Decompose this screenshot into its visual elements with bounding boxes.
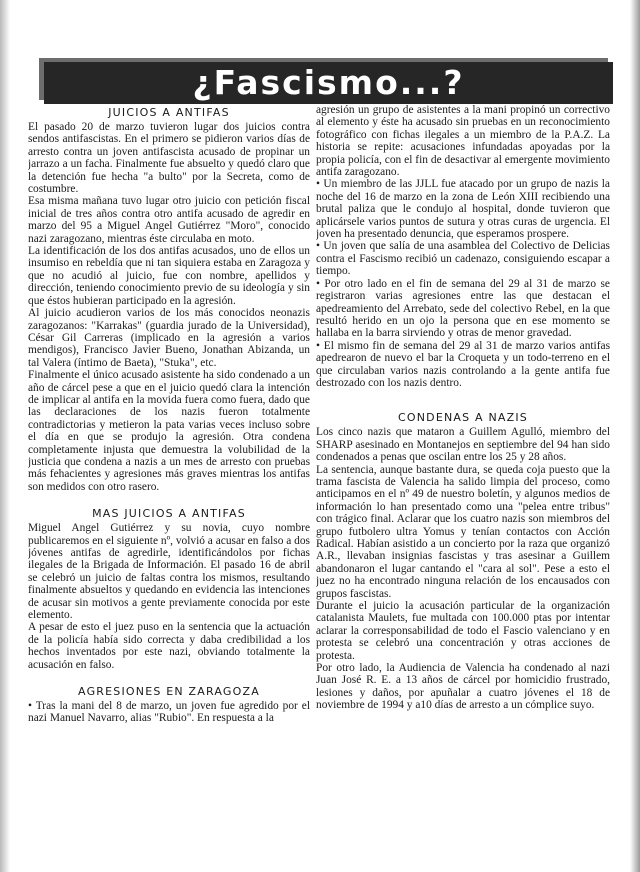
paragraph: Finalmente el único acusado asistente ha sido condenado a un año de cárcel pese a que en el juicio quedó clara la intención de implicar al antifa en la movida fuera como fuera, dado que las declaraciones de los nazis fueron totalmente contradictorias y metieron la pata varias veces incluso sobre el día en que se produjo la agresión. Otra condena completamente injusta que demuestra la volubilidad de la justicia que condena a nazis a un mes de arresto con pruebas más fehacientes y agresiones más graves mientras los antifas son medidos con otro rasero. <box>28 369 310 493</box>
paragraph: El pasado 20 de marzo tuvieron lugar dos juicios contra sendos antifascistas. En el primero se pidieron varios días de arresto contra un joven antifascista acusado de propinar un jarrazo a un facha. Finalmente fue absuelto y quedó claro que la detención fue hecha "a bulto" por la Secreta, como de costumbre. <box>28 121 310 196</box>
page-shadow-right <box>630 0 640 872</box>
paragraph: Durante el juicio la acusación particular de la organización catalanista Maulets, fue multada con 100.000 ptas por intentar aclarar la corresponsabilidad de todo el Fascio valenciano y en protesta se celebró una concentración y otras acciones de protesta. <box>316 600 610 662</box>
paragraph: Miguel Angel Gutiérrez y su novia, cuyo nombre publicaremos en el siguiente nº, volvió a acusar en falso a dos jóvenes antifas de agredirle, identificándolos por fichas ilegales de la Brigada de Información. El pasado 16 de abril se celebró un juicio de faltas contra los mismos, resultando finalmente absueltos y quedando en evidencia las intenciones de acusar sin motivos a gente previamente conocida por este elemento. <box>28 522 310 622</box>
paragraph: Por otro lado, la Audiencia de Valencia ha condenado al nazi Juan José R. E. a 13 años de cárcel por homicidio frustrado, lesiones y daños, por apuñalar a cuatro jóvenes el 18 de noviembre de 1994 y a10 días de arresto a un cómplice suyo. <box>316 662 610 712</box>
paragraph: Esa misma mañana tuvo lugar otro juicio con petición fiscal inicial de tres años contra otro antifa acusado de agredir en marzo del 95 a Miguel Angel Gutiérrez "Moro", conocido nazi zaragozano, mientras éste circulaba en moto. <box>28 195 310 245</box>
paragraph: Al juicio acudieron varios de los más conocidos neonazis zaragozanos: "Karrakas" (guardia jurado de la Universidad), César Gil Carreras (implicado en la agresión a varios mendigos), Francisco Javier Bueno, Jonathan Abizanda, un tal Valera (íntimo de Baeta), "Stuka", etc. <box>28 307 310 369</box>
paragraph: La sentencia, aunque bastante dura, se queda coja puesto que la trama fascista de Valencia ha salido limpia del proceso, como anticipamos en el nº 49 de nuestro boletín, y algunos medios de información lo han presentado como una "pelea entre tribus" con trágico final. Aclarar que los cuatro nazis son miembros del grupo futbolero ultra Yomus y tenían contactos con Acción Radical. Habían asistido a un concierto por la raza que organizó A.R., llevaban insignias fascistas y tras asesinar a Guillem abandonaron el lugar cantando el "cara al sol". Pese a esto el juez no ha encontrado ninguna relación de los encausados con grupos fascistas. <box>316 463 610 600</box>
bullet-paragraph: • Un joven que salía de una asamblea del Colectivo de Delicias contra el Fascismo recibió un cadenazo, consiguiendo escapar a tiempo. <box>316 240 610 278</box>
bullet-paragraph: • Por otro lado en el fin de semana del 29 al 31 de marzo se registraron varias agresiones entre las que destacan el apedreamiento del Arrebato, sede del colectivo Rebel, en la que resultó herido en un ojo la persona que en ese momento se hallaba en la barra sirviendo y otras de menor gravedad. <box>316 277 610 340</box>
title-banner <box>44 62 613 104</box>
section-heading-juicios: JUICIOS A ANTIFAS <box>108 106 230 119</box>
page-shadow-left <box>0 0 10 872</box>
paragraph: A pesar de esto el juez puso en la sentencia que la actuación de la policía había sido correcta y daba credibilidad a los hechos inventados por este nazi, obviando totalmente la acusación en falso. <box>28 621 310 671</box>
right-column <box>316 104 610 856</box>
left-column <box>28 104 310 856</box>
bullet-paragraph: • Un miembro de las JJLL fue atacado por un grupo de nazis la noche del 16 de marzo en la zona de León XIII recibiendo una brutal paliza que le condujo al hospital, donde tuvieron que aplicársele varios puntos de sutura y otras curas de urgencia. El joven ha presentado denuncia, que esperamos prospere. <box>316 178 610 241</box>
paragraph: agresión un grupo de asistentes a la mani propinó un correctivo al elemento y éste ha acusado sin pruebas en un reconocimiento fotográfico con fichas ilegales a un miembro de la P.A.Z. La historia se repite: acusaciones infundadas apoyadas por la propia policía, con el fin de desactivar al emergente movimiento antifa zaragozano. <box>316 104 610 179</box>
page-title: ¿Fascismo...? <box>192 63 465 102</box>
section-heading-agresiones: AGRESIONES EN ZARAGOZA <box>78 685 260 699</box>
section-heading-mas-juicios: MAS JUICIOS A ANTIFAS <box>92 507 246 521</box>
section-heading-condenas: CONDENAS A NAZIS <box>398 411 528 425</box>
paragraph: La identificación de los dos antifas acusados, uno de ellos un insumiso en rebeldía que ni tan siquiera estaba en Zaragoza y que no acudió al juicio, fue con nombre, apellidos y dirección, teniendo conocimiento previo de su ideología y sin que éstos hubieran participado en la agresión. <box>28 245 310 307</box>
bullet-paragraph: • El mismo fin de semana del 29 al 31 de marzo varios antifas apedrearon de nuevo el bar la Croqueta y un todo-terreno en el que circulaban varios nazis controlando a la gente antifa fue destrozado con los nazis dentro. <box>316 339 610 389</box>
paragraph: Los cinco nazis que mataron a Guillem Agulló, miembro del SHARP asesinado en Montanejos en septiembre del 94 han sido condenados a penas que oscilan entre los 25 y 28 años. <box>316 426 610 464</box>
paragraph: • Tras la mani del 8 de marzo, un joven fue agredido por el nazi Manuel Navarro, alias "Rubio". En respuesta a la <box>28 700 310 725</box>
